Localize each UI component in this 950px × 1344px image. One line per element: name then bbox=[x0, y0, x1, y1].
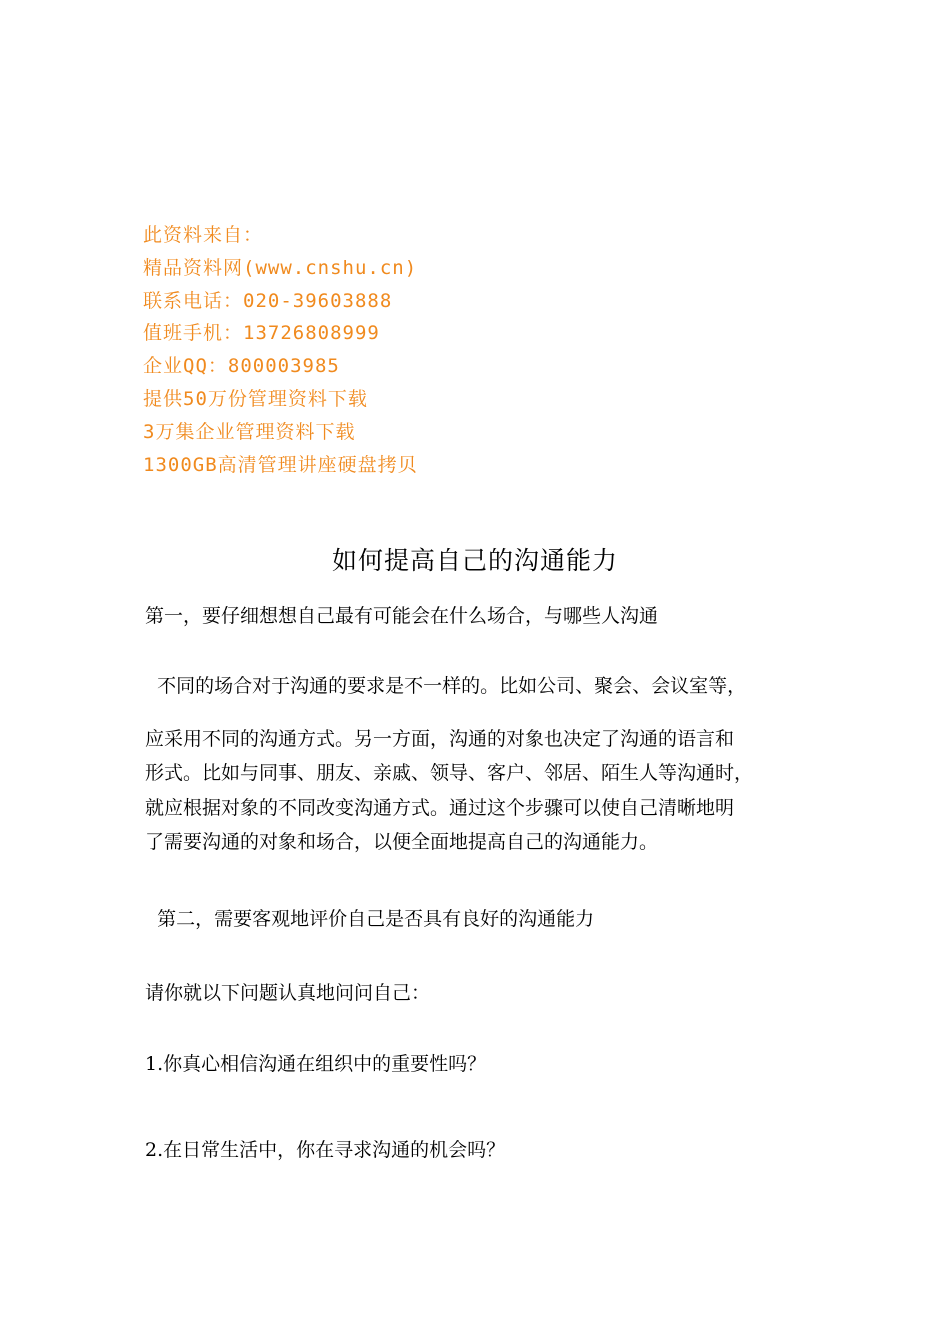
section1-body bbox=[145, 669, 815, 860]
ad-line-phone: 联系电话：020-39603888 bbox=[143, 289, 393, 312]
section2-heading: 第二，需要客观地评价自己是否具有良好的沟通能力 bbox=[145, 908, 595, 930]
section1-body-line: 应采用不同的沟通方式。另一方面，沟通的对象也决定了沟通的语言和 bbox=[145, 727, 735, 750]
ad-line-offer-2: 3万集企业管理资料下载 bbox=[143, 420, 356, 443]
ad-line-offer-3: 1300GB高清管理讲座硬盘拷贝 bbox=[143, 453, 418, 476]
section1-heading: 第一，要仔细想想自己最有可能会在什么场合，与哪些人沟通 bbox=[145, 605, 659, 627]
source-ad-block bbox=[143, 219, 743, 481]
ad-line-mobile: 值班手机：13726808999 bbox=[143, 322, 380, 345]
section1-body-line: 了需要沟通的对象和场合，以便全面地提高自己的沟通能力。 bbox=[145, 831, 659, 853]
ad-line-website: 精品资料网(www.cnshu.cn) bbox=[143, 256, 418, 279]
document-title: 如何提高自己的沟通能力 bbox=[331, 546, 618, 575]
section1-body-line: 不同的场合对于沟通的要求是不一样的。比如公司、聚会、会议室等， bbox=[145, 675, 747, 697]
ad-line-source: 此资料来自： bbox=[143, 224, 264, 246]
ad-line-qq: 企业QQ：800003985 bbox=[143, 355, 340, 378]
question-2: 2.在日常生活中，你在寻求沟通的机会吗？ bbox=[145, 1139, 506, 1161]
section2-intro: 请你就以下问题认真地问问自己： bbox=[145, 982, 431, 1004]
question-1: 1.你真心相信沟通在组织中的重要性吗？ bbox=[145, 1053, 487, 1075]
ad-line-offer-1: 提供50万份管理资料下载 bbox=[143, 387, 368, 410]
section1-body-line: 形式。比如与同事、朋友、亲戚、领导、客户、邻居、陌生人等沟通时， bbox=[145, 762, 754, 784]
section1-body-line: 就应根据对象的不同改变沟通方式。通过这个步骤可以使自己清晰地明 bbox=[145, 796, 735, 819]
